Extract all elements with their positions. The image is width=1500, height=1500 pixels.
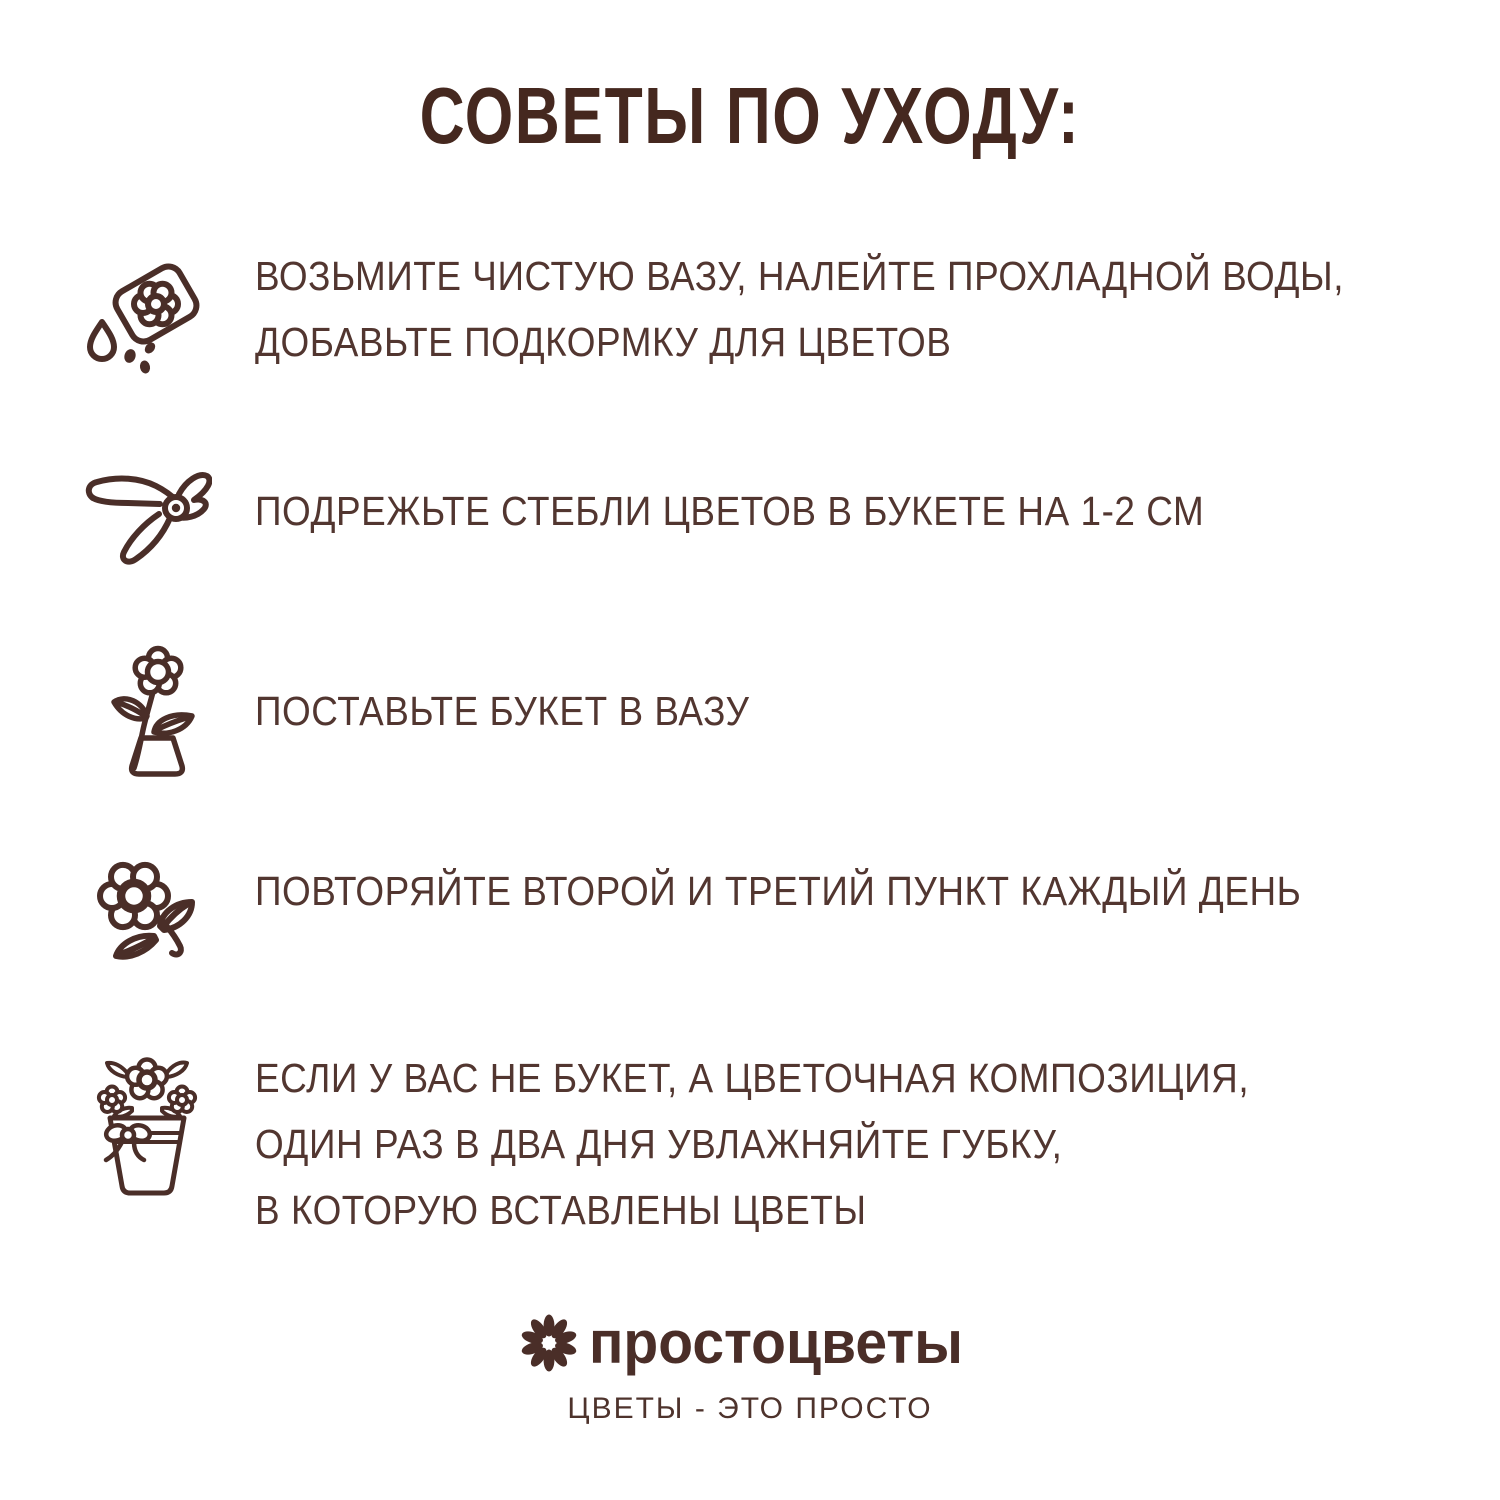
tip-4-text (255, 858, 1301, 924)
tip-4-line-1: ПОВТОРЯЙТЕ ВТОРОЙ И ТРЕТИЙ ПУНКТ КАЖДЫЙ ДЕНЬ (255, 868, 1302, 914)
brand-flower-icon (517, 1311, 581, 1375)
tip-5-text (255, 1045, 1249, 1243)
fertilizer-packet-icon (78, 254, 206, 376)
vase-with-flower-icon (94, 642, 206, 778)
tip-1-line-1: ВОЗЬМИТЕ ЧИСТУЮ ВАЗУ, НАЛЕЙТЕ ПРОХЛАДНОЙ ВОДЫ, (255, 253, 1344, 299)
brand-logo (0, 1308, 1500, 1377)
pruning-shears-icon (80, 460, 212, 566)
tip-1-text (255, 243, 1344, 375)
tip-2-line-1: ПОДРЕЖЬТЕ СТЕБЛИ ЦВЕТОВ В БУКЕТЕ НА 1-2 СМ (255, 488, 1205, 534)
page-title: СОВЕТЫ ПО УХОДУ: (419, 71, 1081, 160)
tip-3-text (255, 678, 749, 744)
tip-5-line-2: ОДИН РАЗ В ДВА ДНЯ УВЛАЖНЯЙТЕ ГУБКУ, (255, 1121, 1063, 1167)
tip-3-line-1: ПОСТАВЬТЕ БУКЕТ В ВАЗУ (255, 688, 750, 734)
brand-tagline: ЦВЕТЫ - ЭТО ПРОСТО (567, 1392, 933, 1425)
tip-2-text (255, 478, 1204, 544)
flower-pot-icon (94, 1054, 200, 1204)
flower-icon (92, 856, 200, 964)
tip-5-line-1: ЕСЛИ У ВАС НЕ БУКЕТ, А ЦВЕТОЧНАЯ КОМПОЗИЦИЯ, (255, 1055, 1250, 1101)
tip-5-line-3: В КОТОРУЮ ВСТАВЛЕНЫ ЦВЕТЫ (255, 1187, 867, 1233)
tip-1-line-2: ДОБАВЬТЕ ПОДКОРМКУ ДЛЯ ЦВЕТОВ (255, 319, 952, 365)
brand-name: простоцветы (589, 1309, 964, 1376)
